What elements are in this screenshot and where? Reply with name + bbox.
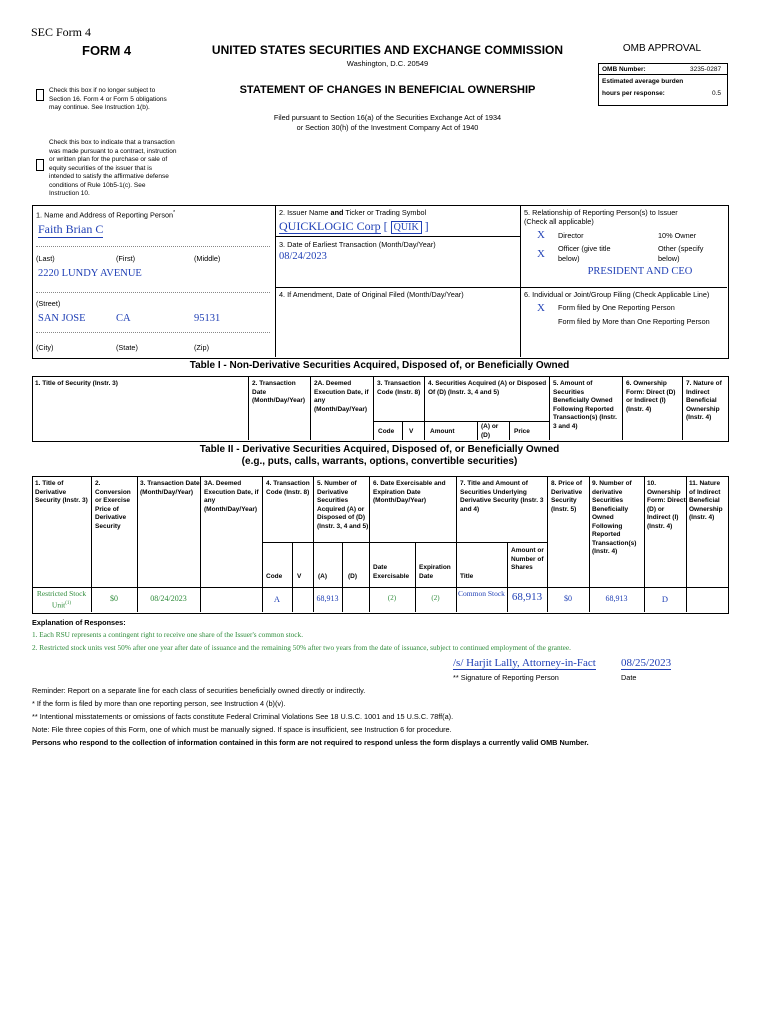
t2-row-title: Restricted Stock Unit$^{(1)}$: [36, 589, 87, 610]
officer-label: Officer (give title below): [558, 244, 611, 263]
footer-reminder: Reminder: Report on a separate line for each class of securities beneficially owned directly or indirectly.: [32, 686, 366, 695]
commission-location: Washington, D.C. 20549: [346, 59, 429, 68]
form-title: FORM 4: [82, 43, 132, 58]
table1-title: Table I - Non-Derivative Securities Acquired, Disposed of, or Beneficially Owned: [189, 360, 570, 371]
t1-col-ownership-form: 6. Ownership Form: Direct (D) or Indirect (I) (Instr. 4): [626, 380, 676, 413]
city-label: (City): [36, 343, 54, 352]
t2-col-nature-ownership: 11. Nature of Indirect Beneficial Ownership (Instr. 4): [689, 480, 723, 521]
rule-10b5-1-checkbox[interactable]: [36, 159, 44, 171]
no-longer-subject-text: Check this box if no longer subject to Section 16. Form 4 or Form 5 obligations may continue. See Instruction 1(b).: [49, 87, 167, 111]
t1-sub-amount: Amount: [430, 428, 455, 435]
rule-10b5-1-text: Check this box to indicate that a transaction was made pursuant to a contract, instruction or written plan for the purchase or sale of equity securities of the issuer that is intended to satisfy the affirmative defense conditions of Rule 10b5-1(c). See Instruction 10.: [49, 139, 177, 197]
footer-omb-notice: Persons who respond to the collection of information contained in this form are not required to respond unless the form displays a currently valid OMB Number.: [32, 738, 589, 747]
zip-label: (Zip): [194, 343, 209, 352]
t2-col-number-derivative: 5. Number of Derivative Securities Acquired (A) or Disposed of (D) (Instr. 3, 4 and 5): [317, 480, 369, 530]
issuer-name-row: QUICKLOGIC Corp [ QUIK ]: [279, 219, 429, 233]
one-person-check-mark[interactable]: X: [537, 302, 545, 314]
director-check-mark[interactable]: X: [537, 229, 545, 241]
t2-row-owned: 68,913: [605, 594, 628, 603]
t1-sub-code: Code: [378, 428, 395, 435]
signature-date-label: Date: [621, 673, 637, 682]
street-label: (Street): [36, 299, 61, 308]
signature-name: /s/ Harjit Lally, Attorney-in-Fact: [453, 657, 596, 669]
t1-col-title-security: 1. Title of Security (Instr. 3): [35, 380, 118, 387]
t2-sub-d: (D): [348, 573, 358, 580]
filed-pursuant-line1: Filed pursuant to Section 16(a) of the Securities Exchange Act of 1934: [273, 113, 502, 122]
reporting-person-label: 1. Name and Address of Reporting Person*: [36, 210, 176, 220]
t1-col-transaction-code: 3. Transaction Code (Instr. 8): [377, 380, 421, 396]
officer-check-mark[interactable]: X: [537, 248, 545, 260]
t2-row-conversion: $0: [110, 594, 118, 603]
signature-date: 08/25/2023: [621, 657, 672, 669]
explanation-title: Explanation of Responses:: [32, 618, 126, 627]
relationship-label: 5. Relationship of Reporting Person(s) to Issuer: [524, 208, 678, 217]
officer-title: PRESIDENT AND CEO: [587, 266, 693, 277]
t1-sub-v: V: [409, 428, 414, 435]
t1-col-amount-owned: 5. Amount of Securities Beneficially Owned Following Reported Transaction(s) (Instr. 3 and 4): [553, 380, 617, 430]
amendment-date-label: 4. If Amendment, Date of Original Filed (Month/Day/Year): [279, 290, 464, 299]
more-person-label: Form filed by More than One Reporting Person: [558, 317, 710, 326]
t1-col-transaction-date: 2. Transaction Date (Month/Day/Year): [252, 380, 306, 404]
footer-note-copies: Note: File three copies of this Form, one of which must be manually signed. If space is insufficient, see Instruction 6 for procedure.: [32, 725, 452, 734]
t2-col-deemed-date: 3A. Deemed Execution Date, if any (Month/Day/Year): [204, 480, 259, 513]
director-label: Director: [558, 231, 584, 240]
t2-sub-date-exercisable: Date Exercisable: [373, 564, 410, 580]
t2-sub-code: Code: [266, 573, 283, 580]
zip-value: 95131: [194, 313, 221, 324]
sec-form-label: SEC Form 4: [31, 25, 92, 39]
no-longer-subject-checkbox[interactable]: [36, 89, 44, 101]
t2-col-underlying: 7. Title and Amount of Securities Underlying Derivative Security (Instr. 3 and 4): [460, 480, 544, 513]
t2-col-title-derivative: 1. Title of Derivative Security (Instr. 3): [35, 480, 88, 504]
t2-col-price-derivative: 8. Price of Derivative Security (Instr. 5): [551, 480, 583, 513]
filed-pursuant-line2: or Section 30(h) of the Investment Company Act of 1940: [296, 123, 479, 132]
t2-col-transaction-date: 3. Transaction Date (Month/Day/Year): [140, 480, 200, 496]
earliest-transaction-label: 3. Date of Earliest Transaction (Month/Day/Year): [279, 240, 436, 249]
t2-sub-amount-shares: Amount or Number of Shares: [511, 547, 544, 571]
t2-row-date: 08/24/2023: [150, 594, 187, 603]
city-value: SAN JOSE: [38, 313, 86, 324]
state-value: CA: [116, 313, 131, 324]
t2-row-form: D: [661, 594, 669, 604]
t2-sub-title: Title: [460, 573, 474, 580]
t2-col-date-exercisable: 6. Date Exercisable and Expiration Date (Month/Day/Year): [373, 480, 446, 504]
t2-col-transaction-code: 4. Transaction Code (Instr. 8): [266, 480, 310, 496]
ten-percent-owner-label: 10% Owner: [658, 231, 697, 240]
issuer-ticker: QUIK: [391, 221, 422, 234]
last-name-label: (Last): [36, 254, 55, 263]
street-address: 2220 LUNDY AVENUE: [38, 268, 142, 279]
t1-sub-price: Price: [514, 428, 530, 435]
t2-sub-v: V: [297, 573, 302, 580]
footer-note-dstar: ** Intentional misstatements or omissions of facts constitute Federal Criminal Violations See 18 U.S.C. 1001 and 15 U.S.C. 78ff(a).: [32, 712, 454, 721]
t2-col-conversion-price: 2. Conversion or Exercise Price of Derivative Security: [95, 480, 131, 530]
omb-number-label: OMB Number:: [602, 66, 646, 73]
omb-approval-title: OMB APPROVAL: [622, 43, 702, 54]
table2-title-line1: Table II - Derivative Securities Acquired, Disposed of, or Beneficially Owned: [199, 444, 560, 455]
reporting-person-name: Faith Brian C: [38, 222, 104, 236]
earliest-transaction-date: 08/24/2023: [279, 251, 327, 262]
t2-row-acquired: 68,913: [316, 594, 339, 603]
one-person-label: Form filed by One Reporting Person: [558, 303, 675, 312]
issuer-name: QUICKLOGIC Corp: [279, 219, 381, 233]
state-label: (State): [116, 343, 138, 352]
filing-type-label: 6. Individual or Joint/Group Filing (Check Applicable Line): [524, 290, 710, 299]
statement-title: STATEMENT OF CHANGES IN BENEFICIAL OWNERSHIP: [239, 84, 536, 96]
t2-sub-a: (A): [318, 573, 328, 580]
t1-col-nature-ownership: 7. Nature of Indirect Beneficial Ownership (Instr. 4): [686, 380, 722, 421]
signature-label: ** Signature of Reporting Person: [453, 673, 559, 682]
t2-col-number-owned: 9. Number of derivative Securities Beneficially Owned Following Reported Transaction(s) (Instr. 4): [592, 480, 637, 555]
t2-row-price: $0: [564, 594, 572, 603]
omb-number-value: 3235-0287: [690, 66, 722, 73]
commission-title: UNITED STATES SECURITIES AND EXCHANGE COMMISSION: [211, 43, 564, 57]
table2-title-line2: (e.g., puts, calls, warrants, options, convertible securities): [241, 456, 518, 467]
explanation-note2: 2. Restricted stock units vest 50% after one year after date of issuance and the remaining 50% after two years from the date of issuance, subject to continued employment of the grantee.: [32, 643, 571, 652]
omb-burden-label: Estimated average burden: [602, 78, 684, 85]
t1-col-acquired-disposed: 4. Securities Acquired (A) or Disposed Of (D) (Instr. 3, 4 and 5): [428, 380, 547, 396]
t1-col-deemed-date: 2A. Deemed Execution Date, if any (Month/Day/Year): [314, 380, 369, 413]
omb-hours-value: 0.5: [712, 90, 722, 97]
omb-hours-label: hours per response:: [602, 90, 665, 97]
other-label: Other (specify below): [658, 244, 704, 263]
t2-row-underlying-title: Common Stock: [458, 589, 505, 598]
t2-row-date-exercisable: (2): [387, 594, 397, 602]
relationship-check-all: (Check all applicable): [524, 217, 594, 226]
footer-note-star: * If the form is filed by more than one reporting person, see Instruction 4 (b)(v).: [32, 699, 286, 708]
middle-name-label: (Middle): [194, 254, 221, 263]
t2-row-underlying-amount: 68,913: [511, 591, 543, 603]
t2-col-ownership-form: 10. Ownership Form: Direct (D) or Indirect (I) (Instr. 4): [647, 480, 686, 530]
t1-sub-a-or-d: (A) or (D): [481, 423, 499, 439]
explanation-note1: 1. Each RSU represents a contingent right to receive one share of the Issuer's common stock.: [32, 630, 304, 639]
t2-row-expiration: (2): [431, 594, 440, 602]
t2-sub-expiration: Expiration Date: [419, 564, 451, 580]
t2-row-code: A: [273, 594, 281, 604]
first-name-label: (First): [116, 254, 136, 263]
issuer-name-label: 2. Issuer Name and Ticker or Trading Symbol: [279, 208, 427, 217]
